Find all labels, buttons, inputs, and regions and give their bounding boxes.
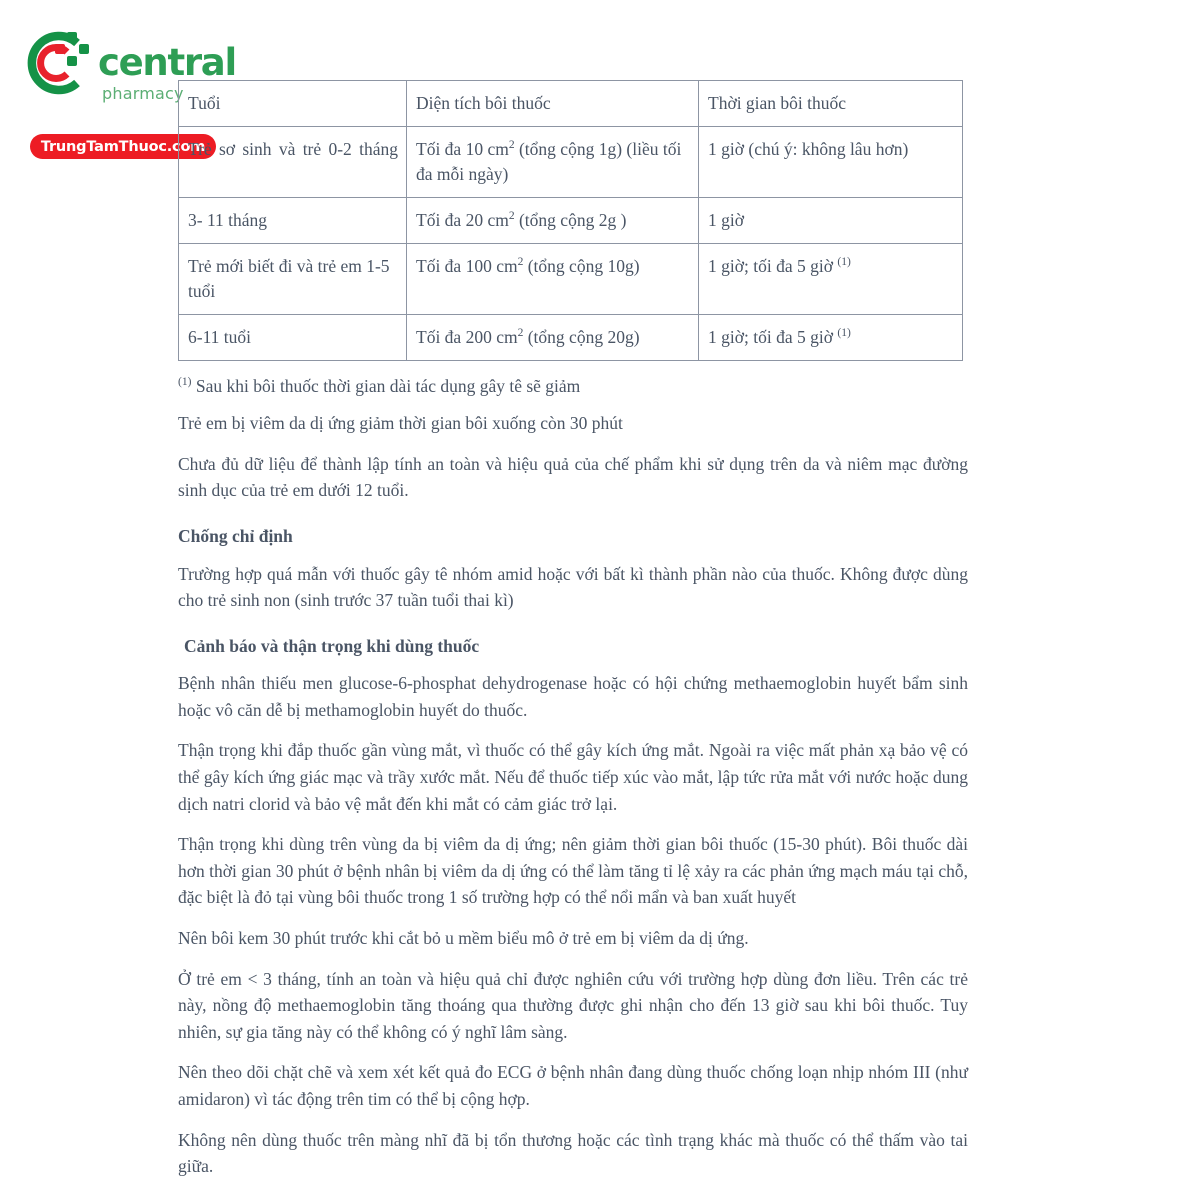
cell-time	[699, 197, 963, 243]
cell-time-text: 1 giờ; tối đa 5 giờ	[708, 326, 838, 347]
cell-time-text: 1 giờ	[708, 209, 744, 230]
cell-area	[407, 197, 699, 243]
cell-area-text: Tối đa 200 cm	[416, 326, 518, 347]
paragraph-insufficient-data: Chưa đủ dữ liệu để thành lập tính an toàn và hiệu quả của chế phẩm khi sử dụng trên da và niêm mạc đường sinh dục của trẻ em dưới 12 tuổi.	[178, 453, 968, 501]
cell-time-text: 1 giờ (chú ý: không lâu hơn)	[708, 138, 909, 159]
table-footnote	[178, 373, 968, 400]
table-row	[179, 197, 963, 243]
cell-area-superscript: 2	[508, 210, 515, 223]
table-header-time: Thời gian bôi thuốc	[699, 81, 963, 127]
table-header-row	[179, 81, 963, 127]
footnote-text: Sau khi bôi thuốc thời gian dài tác dụng gây tê sẽ giảm	[191, 375, 581, 396]
paragraph-ecg-monitoring: Nên theo dõi chặt chẽ và xem xét kết quả đo ECG ở bệnh nhân đang dùng thuốc chống loạn nhịp nhóm III (như amidaron) vì tác động trên tim có thể bị cộng hợp.	[178, 1062, 968, 1109]
cell-area-text: Tối đa 10 cm	[416, 138, 509, 159]
document-body	[178, 80, 968, 1180]
cell-area-text-cont: (tổng cộng 1g) (liều tối đa mỗi ngày)	[416, 138, 682, 184]
cell-area-text-cont: (tổng cộng 2g )	[514, 209, 627, 230]
paragraph-contraindication: Trường hợp quá mẫn với thuốc gây tê nhóm amid hoặc với bất kì thành phần nào của thuốc. Không được dùng cho trẻ sinh non (sinh trước 37 tuần tuổi thai kì)	[178, 563, 968, 611]
cell-time-footnote-ref: (1)	[837, 255, 851, 268]
cell-area-text: Tối đa 100 cm	[416, 255, 518, 276]
cell-time	[699, 243, 963, 314]
cell-age: 6-11 tuổi	[179, 314, 407, 360]
cell-area	[407, 243, 699, 314]
cell-time-footnote-ref: (1)	[837, 326, 851, 339]
cell-time	[699, 126, 963, 197]
paragraph-atopic-time: Trẻ em bị viêm da dị ứng giảm thời gian bôi xuống còn 30 phút	[178, 413, 623, 434]
paragraph-g6pd: Bệnh nhân thiếu men glucose-6-phosphat dehydrogenase hoặc có hội chứng methaemoglobin huyết bẩm sinh hoặc vô căn dễ bị methamoglobin huyết do thuốc.	[178, 673, 968, 720]
table-row	[179, 126, 963, 197]
cell-area-text-cont: (tổng cộng 20g)	[523, 326, 640, 347]
footnote-marker: (1)	[178, 375, 192, 388]
cell-area-text-cont: (tổng cộng 10g)	[523, 255, 640, 276]
paragraph-eye-caution: Thận trọng khi đắp thuốc gần vùng mắt, vì thuốc có thể gây kích ứng mắt. Ngoài ra việc mất phản xạ bảo vệ có thể gây kích ứng giác mạc và trầy xước mắt. Nếu để thuốc tiếp xúc vào mắt, lập tức rửa mắt với nước hoặc dung dịch natri clorid và bảo vệ mắt đến khi mắt có cảm giác trở lại.	[178, 740, 968, 814]
heading-contraindication: Chống chỉ định	[178, 525, 293, 546]
cell-area-superscript: 2	[508, 139, 515, 152]
dosage-table	[178, 80, 963, 361]
cell-area-text: Tối đa 20 cm	[416, 209, 509, 230]
cell-area-superscript: 2	[517, 255, 524, 268]
brand-wordmark: central	[98, 41, 236, 84]
cell-age: 3- 11 tháng	[179, 197, 407, 243]
table-header-age: Tuổi	[179, 81, 407, 127]
cell-area	[407, 314, 699, 360]
cell-area-superscript: 2	[517, 326, 524, 339]
cell-age: Trẻ sơ sinh và trẻ 0-2 tháng	[179, 126, 407, 197]
paragraph-eardrum: Không nên dùng thuốc trên màng nhĩ đã bị tổn thương hoặc các tình trạng khác mà thuốc có thể thấm vào tai giữa.	[178, 1129, 968, 1177]
central-pharmacy-logo-icon	[20, 26, 94, 100]
site-url-label: TrungTamThuoc.com	[40, 138, 206, 155]
cell-time-text: 1 giờ; tối đa 5 giờ	[708, 255, 838, 276]
paragraph-dermatitis-caution: Thận trọng khi dùng trên vùng da bị viêm da dị ứng; nên giảm thời gian bôi thuốc (15-30 phút). Bôi thuốc dài hơn thời gian 30 phút ở bệnh nhân bị viêm da dị ứng có thể làm tăng tỉ lệ xảy ra các phản ứng mạch máu tại chỗ, đặc biệt là đỏ tại vùng bôi thuốc trong 1 số trường hợp có thể nổi mẩn và ban xuất huyết	[178, 834, 968, 908]
paragraph-molluscum: Nên bôi kem 30 phút trước khi cắt bỏ u mềm biểu mô ở trẻ em bị viêm da dị ứng.	[178, 928, 749, 949]
table-row	[179, 243, 963, 314]
heading-warnings: Cảnh báo và thận trọng khi dùng thuốc	[184, 635, 480, 656]
table-row	[179, 314, 963, 360]
cell-area	[407, 126, 699, 197]
cell-age: Trẻ mới biết đi và trẻ em 1-5 tuổi	[179, 243, 407, 314]
paragraph-under-3-months: Ở trẻ em < 3 tháng, tính an toàn và hiệu quả chỉ được nghiên cứu với trường hợp dùng đơn liều. Trên các trẻ này, nồng độ methaemoglobin tăng thoáng qua thường được ghi nhận cho đến 13 giờ sau khi bôi thuốc. Tuy nhiên, sự gia tăng này có thể không có ý nghĩ lâm sàng.	[178, 968, 968, 1042]
brand-subword: pharmacy	[102, 84, 184, 103]
table-header-area: Diện tích bôi thuốc	[407, 81, 699, 127]
cell-time	[699, 314, 963, 360]
